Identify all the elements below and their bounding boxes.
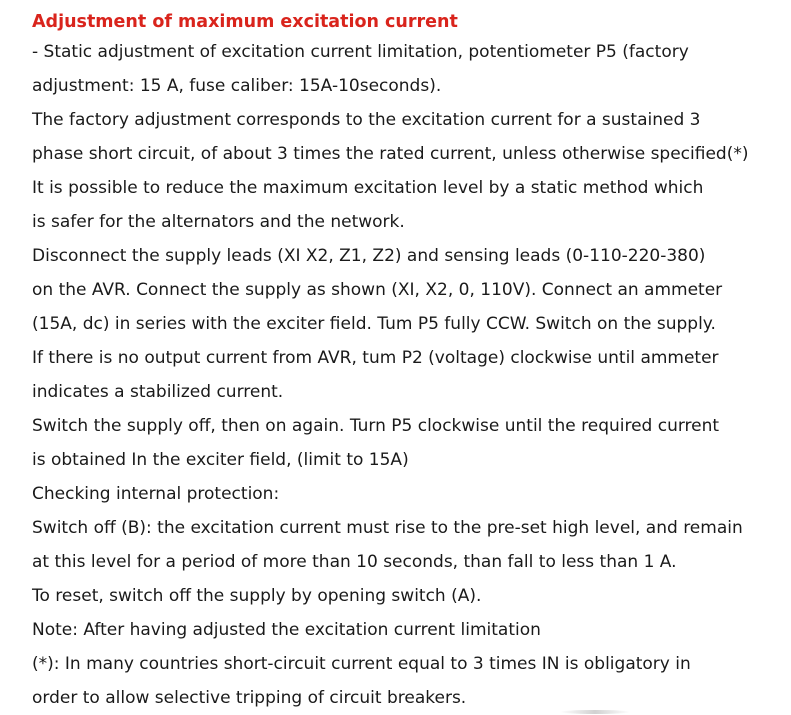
text-line: - Static adjustment of excitation current limitation, potentiometer P5 (factory [32, 42, 689, 62]
text-line: Note: After having adjusted the excitation current limitation [32, 620, 541, 640]
text-line: Switch the supply off, then on again. Turn P5 clockwise until the required current [32, 416, 720, 436]
text-line: Checking internal protection: [32, 484, 280, 504]
text-line: phase short circuit, of about 3 times the rated current, unless otherwise specified(*) [32, 144, 749, 164]
text-line: It is possible to reduce the maximum excitation level by a static method which [32, 178, 704, 198]
text-line: is safer for the alternators and the network. [32, 212, 405, 232]
text-line: (15A, dc) in series with the exciter field. Tum P5 fully CCW. Switch on the supply. [32, 314, 716, 334]
text-line: at this level for a period of more than 10 seconds, than fall to less than 1 A. [32, 552, 677, 572]
text-line: The factory adjustment corresponds to the excitation current for a sustained 3 [32, 110, 701, 130]
text-line: To reset, switch off the supply by opening switch (A). [32, 586, 482, 606]
text-line: Switch off (B): the excitation current must rise to the pre-set high level, and remain [32, 518, 743, 538]
text-line: is obtained In the exciter field, (limit to 15A) [32, 450, 409, 470]
text-line: If there is no output current from AVR, tum P2 (voltage) clockwise until ammeter [32, 348, 719, 368]
document-body [32, 9, 787, 715]
text-line: Disconnect the supply leads (XI X2, Z1, Z2) and sensing leads (0-110-220-380) [32, 246, 706, 266]
text-line: on the AVR. Connect the supply as shown (XI, X2, 0, 110V). Connect an ammeter [32, 280, 723, 300]
text-line: adjustment: 15 A, fuse caliber: 15A-10seconds). [32, 76, 442, 96]
text-line: (*): In many countries short-circuit current equal to 3 times IN is obligatory in [32, 654, 691, 674]
bottom-shadow-decoration [560, 710, 630, 714]
section-heading: Adjustment of maximum excitation current [32, 12, 458, 32]
text-line: indicates a stabilized current. [32, 382, 284, 402]
text-line: order to allow selective tripping of circuit breakers. [32, 688, 467, 708]
